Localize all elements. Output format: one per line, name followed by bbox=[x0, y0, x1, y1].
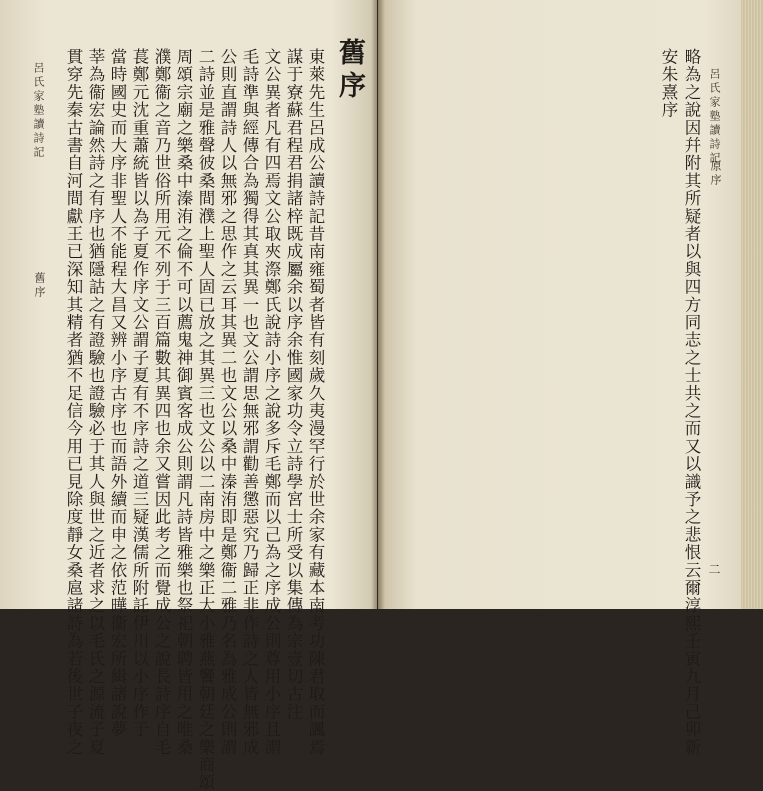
text-column: 萇鄭元沈重蕭統皆以為子夏作序文公謂子夏有不序詩之道三疑漢儒所附託伊川以小序作于 bbox=[130, 48, 149, 739]
text-column: 莘為衞宏論然詩之有序也猶隱詁之有證驗也證驗必于其人與世之近者求之以毛氏之源流子夏 bbox=[86, 48, 105, 756]
text-column: 文公異者凡有四焉文公取夾漈鄭氏說詩小序之說多斥毛鄭而以己為之序成公則尊用小序且謂 bbox=[262, 48, 281, 756]
running-head-section: 原序 bbox=[709, 160, 722, 188]
text-column: 二詩並是雅聲彼桑間濮上聖人固已放之其異三也文公以二南房中之樂正大小雅燕饗朝廷之樂商頌 bbox=[196, 48, 215, 791]
text-column: 貫穿先秦古書自河間獻王已深知其精者猶不足信今用已見除度靜女桑扈諸詩為若後世子夜之 bbox=[64, 48, 83, 756]
book-gutter bbox=[371, 0, 385, 609]
text-column: 周頌宗廟之樂桑中溱洧之倫不可以薦鬼神御賓客成公則謂凡詩皆雅樂也祭祀朝聘皆用之唯桑 bbox=[174, 48, 193, 756]
text-column: 公則直謂詩人以無邪之思作之云耳其異二也文公以桑中溱洧即是鄭衞二雅乃名為雅成公則謂 bbox=[218, 48, 237, 756]
running-foot-title: 呂氏家塾讀詩記 bbox=[32, 62, 45, 160]
text-column: 謀于寮蘇君程君捐諸梓既成屬余以序余惟國家功令立詩學宮士所受以集傳為宗壹切古注 bbox=[284, 48, 303, 721]
running-foot-section: 舊序 bbox=[33, 272, 46, 300]
section-heading: 舊序 bbox=[334, 38, 365, 104]
page-number: 二 bbox=[707, 563, 721, 575]
text-column: 安朱熹序 bbox=[659, 48, 678, 119]
text-column: 濮鄭衞之音乃世俗所用元不列于三百篇數其異四也余又嘗因此考之而覺成公之說長詩序自毛 bbox=[152, 48, 171, 756]
text-column: 毛詩準與經傳合為獨得其真其異一也文公謂思無邪謂勸善懲惡究乃歸正非作詩之人皆無邪成 bbox=[240, 48, 259, 756]
text-column: 略為之說因幷附其所疑者以與四方同志之士共之而又以識予之悲恨云爾淳熙壬寅九月己卯新 bbox=[682, 48, 701, 756]
text-column: 當時國史而大序非聖人不能程大昌又辨小序古序也而語外續而申之依范曄衞宏所緝諸說夢 bbox=[108, 48, 127, 739]
text-column: 東萊先生呂成公讀詩記昔南雍蜀者皆有刻歲久夷漫罕行於世余家有藏本南考功陳君取而諷焉 bbox=[306, 48, 325, 756]
running-head-title: 呂氏家塾讀詩記 bbox=[708, 68, 721, 166]
page-edges bbox=[741, 0, 763, 609]
